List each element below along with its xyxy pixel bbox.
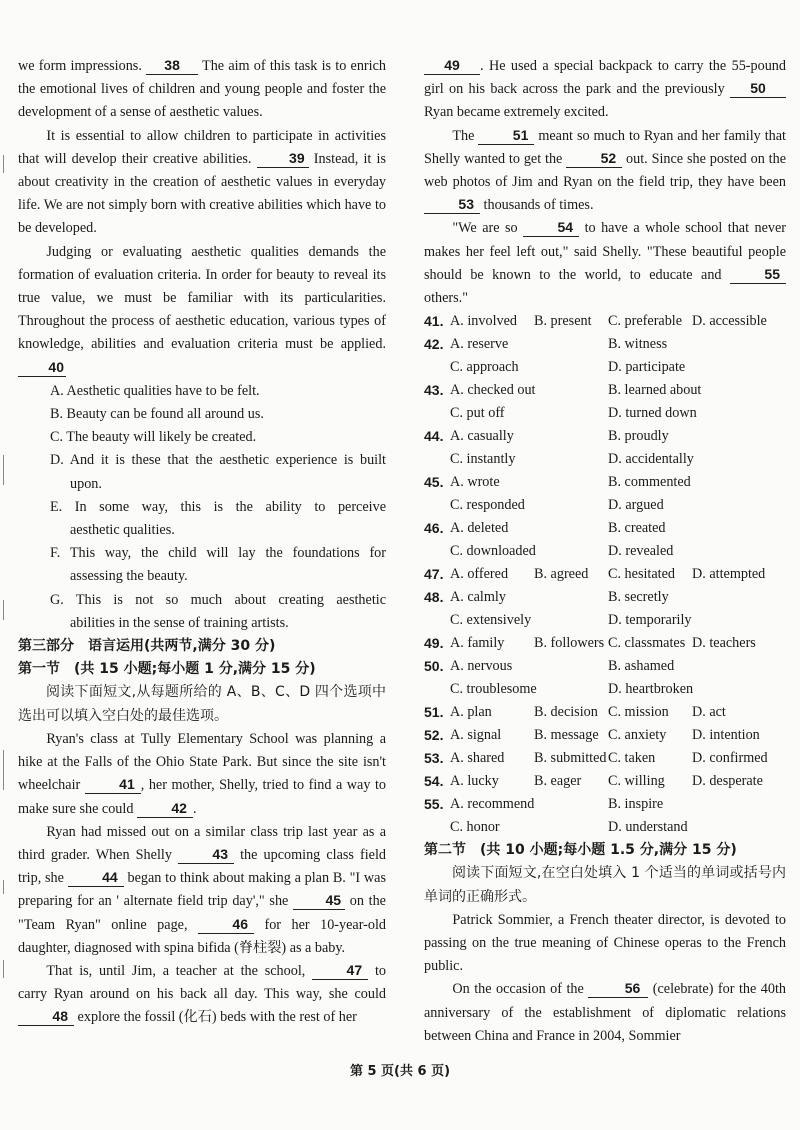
- blank-38[interactable]: 38: [146, 57, 198, 75]
- answer-option[interactable]: C. honor: [450, 819, 500, 836]
- part3-heading: 第三部分 语言运用(共两节,满分 30 分): [18, 638, 276, 655]
- paragraph-2: It is essential to allow children to participate in activities that will develop their creative abilities. 39 Instead, it is about creativity in the creation of aesthetic values in everyday life. We are not simply born with creative abilities which have to be developed.: [18, 127, 386, 237]
- blank-40[interactable]: 40: [18, 359, 66, 377]
- story-paragraph-2: Ryan had missed out on a similar class trip last year as a third grader. When Shelly 43 the upcoming class field trip, she 44 began to think about making a plan B. "I was preparing for an ' alternate field trip day'," she 45 on the "Team Ryan" online page, 46 for her 10-year-old daughter, diagnosed with spina bifida (脊柱裂) as a baby.: [18, 823, 387, 956]
- answer-option[interactable]: A. family: [450, 635, 505, 652]
- answer-option[interactable]: C. extensively: [450, 612, 532, 629]
- question-row: [424, 310, 786, 333]
- option-g-cont: abilities in the sense of training artists.: [70, 614, 289, 631]
- answer-option[interactable]: B. present: [534, 313, 592, 330]
- question-row: [424, 356, 786, 379]
- section2-heading: 第二节 (共 10 小题;每小题 1.5 分,满分 15 分): [424, 842, 737, 859]
- answer-option[interactable]: C. responded: [450, 497, 525, 514]
- option-d: D. And it is these that the aesthetic experience is built: [50, 452, 386, 469]
- answer-option[interactable]: A. checked out: [450, 382, 536, 399]
- question-row: [424, 402, 786, 425]
- question-options-list: [424, 310, 786, 839]
- answer-option[interactable]: C. downloaded: [450, 543, 536, 560]
- answer-option[interactable]: B. created: [608, 520, 666, 537]
- answer-option[interactable]: A. casually: [450, 428, 514, 445]
- question-number: 43.: [424, 382, 444, 399]
- answer-option[interactable]: C. mission: [608, 704, 669, 721]
- answer-option[interactable]: C. classmates: [608, 635, 686, 652]
- answer-option[interactable]: A. deleted: [450, 520, 509, 537]
- answer-option[interactable]: A. recommend: [450, 796, 535, 813]
- answer-option[interactable]: D. understand: [608, 819, 688, 836]
- section1-instructions: 阅读下面短文,从每题所给的 A、B、C、D 四个选项中选出可以填入空白处的最佳选项。: [18, 684, 386, 724]
- answer-option[interactable]: A. signal: [450, 727, 502, 744]
- answer-option[interactable]: A. calmly: [450, 589, 506, 606]
- question-row: [424, 747, 786, 770]
- answer-option[interactable]: B. followers: [534, 635, 605, 652]
- question-row: [424, 770, 786, 793]
- section2-instructions: 阅读下面短文,在空白处填入 1 个适当的单词或括号内单词的正确形式。: [424, 865, 786, 905]
- answer-option[interactable]: B. witness: [608, 336, 668, 353]
- question-number: [424, 609, 450, 632]
- paragraph-3: Judging or evaluating aesthetic qualities demands the formation of evaluation criteria. In order for beauty to reveal its true value, we must be familiar with its particularities. Throughout the process of aesthetic education, various types of knowledge, abilities and evaluation criteria must be applied. 40: [18, 243, 386, 375]
- answer-option[interactable]: A. offered: [450, 566, 509, 583]
- answer-option[interactable]: A. nervous: [450, 658, 513, 675]
- answer-option[interactable]: B. eager: [534, 773, 582, 790]
- answer-option[interactable]: A. reserve: [450, 336, 509, 353]
- option-g: G. This is not so much about creating aesthetic: [50, 591, 386, 608]
- question-number: 48.: [424, 589, 444, 606]
- question-number: 53.: [424, 750, 444, 767]
- seven-choice-options: [18, 380, 386, 635]
- blank-55[interactable]: 55: [730, 266, 786, 284]
- answer-option[interactable]: C. instantly: [450, 451, 516, 468]
- question-row: [424, 816, 786, 839]
- passage-paragraph-1: Patrick Sommier, a French theater director, is devoted to passing on the true meaning of Chinese operas to the French public.: [424, 911, 786, 975]
- question-row: [424, 517, 786, 540]
- question-number: [424, 540, 450, 563]
- question-row: [424, 540, 786, 563]
- option-e-cont: aesthetic qualities.: [70, 522, 175, 539]
- question-row: [424, 563, 786, 586]
- question-number: [424, 678, 450, 701]
- option-a: A. Aesthetic qualities have to be felt.: [50, 382, 260, 399]
- blank-48[interactable]: 48: [18, 1008, 74, 1026]
- question-row: [424, 609, 786, 632]
- answer-option[interactable]: D. accidentally: [608, 451, 694, 468]
- answer-option[interactable]: D. desperate: [692, 773, 763, 790]
- margin-mark: [3, 880, 4, 894]
- question-number: 44.: [424, 428, 444, 445]
- story-paragraph-3: That is, until Jim, a teacher at the school, 47 to carry Ryan around on his back all day. This way, she could 48 explore the fossil (化石) beds with the rest of her: [18, 961, 386, 1026]
- blank-52[interactable]: 52: [566, 150, 622, 168]
- blank-50[interactable]: 50: [730, 80, 786, 98]
- question-row: [424, 701, 786, 724]
- passage-paragraph-2: On the occasion of the 56 (celebrate) for the 40th anniversary of the establishment of diplomatic relations between China and France in 2004, Sommier: [424, 980, 786, 1044]
- answer-option[interactable]: B. decision: [534, 704, 598, 721]
- question-number: 46.: [424, 520, 444, 537]
- question-row: [424, 333, 786, 356]
- question-number: [424, 816, 450, 839]
- answer-option[interactable]: D. temporarily: [608, 612, 692, 629]
- right-column: [424, 55, 786, 1048]
- answer-option[interactable]: A. involved: [450, 313, 517, 330]
- question-row: [424, 494, 786, 517]
- question-number: 55.: [424, 796, 444, 813]
- question-number: [424, 494, 450, 517]
- question-row: [424, 655, 786, 678]
- story-paragraph-5: "We are so 54 to have a whole school that never makes her feel left out," said Shelly. "These beautiful people should be known to the world, to educate and 55 others.": [424, 219, 787, 307]
- margin-mark: [3, 960, 4, 978]
- question-row: [424, 471, 786, 494]
- question-number: [424, 448, 450, 471]
- blank-53[interactable]: 53: [424, 196, 480, 214]
- answer-option[interactable]: D. act: [692, 704, 726, 721]
- question-number: 52.: [424, 727, 444, 744]
- story-paragraph-3-cont: 49 . He used a special backpack to carry the 55-pound girl on his back across the park and the previously 50 Ryan became extremely excited.: [424, 57, 786, 121]
- option-f-cont: assessing the beauty.: [70, 568, 188, 585]
- question-row: [424, 425, 786, 448]
- answer-option[interactable]: C. willing: [608, 773, 665, 790]
- answer-option[interactable]: B. agreed: [534, 566, 589, 583]
- page-footer: 第 5 页(共 6 页): [349, 1064, 451, 1079]
- margin-mark: [3, 455, 4, 485]
- answer-option[interactable]: D. heartbroken: [608, 681, 694, 698]
- blank-51[interactable]: 51: [478, 127, 534, 145]
- answer-option[interactable]: C. taken: [608, 750, 656, 767]
- question-row: [424, 379, 786, 402]
- answer-option[interactable]: D. confirmed: [692, 750, 768, 767]
- answer-option[interactable]: B. secretly: [608, 589, 669, 606]
- answer-option[interactable]: D. participate: [608, 359, 686, 376]
- margin-mark: [3, 155, 4, 173]
- blank-56[interactable]: 56: [588, 980, 648, 998]
- answer-option[interactable]: B. ashamed: [608, 658, 675, 675]
- blank-41[interactable]: 41: [85, 776, 141, 794]
- question-number: [424, 356, 450, 379]
- question-number: 54.: [424, 773, 444, 790]
- option-f: F. This way, the child will lay the foundations for: [50, 545, 386, 562]
- question-row: [424, 678, 786, 701]
- answer-option[interactable]: C. put off: [450, 405, 505, 422]
- blank-39[interactable]: 39: [257, 150, 309, 168]
- blank-43[interactable]: 43: [178, 846, 234, 864]
- margin-mark: [3, 600, 4, 620]
- answer-option[interactable]: D. attempted: [692, 566, 766, 583]
- question-number: 51.: [424, 704, 444, 721]
- answer-option[interactable]: C. approach: [450, 359, 519, 376]
- answer-option[interactable]: D. turned down: [608, 405, 697, 422]
- answer-option[interactable]: B. message: [534, 727, 599, 744]
- blank-45[interactable]: 45: [293, 892, 345, 910]
- blank-49[interactable]: 49: [424, 57, 480, 75]
- left-column: [18, 55, 386, 1030]
- answer-option[interactable]: A. plan: [450, 704, 492, 721]
- option-c: C. The beauty will likely be created.: [50, 429, 257, 446]
- question-number: 45.: [424, 474, 444, 491]
- answer-option[interactable]: B. proudly: [608, 428, 669, 445]
- paragraph-1: we form impressions. 38 The aim of this task is to enrich the emotional lives of children and young people and foster the development of a sense of aesthetic values.: [18, 57, 386, 121]
- answer-option[interactable]: A. lucky: [450, 773, 499, 790]
- answer-option[interactable]: C. anxiety: [608, 727, 667, 744]
- question-row: [424, 632, 786, 655]
- question-number: 50.: [424, 658, 444, 675]
- answer-option[interactable]: D. argued: [608, 497, 664, 514]
- question-row: [424, 448, 786, 471]
- blank-44[interactable]: 44: [68, 869, 124, 887]
- answer-option[interactable]: A. wrote: [450, 474, 500, 491]
- question-row: [424, 724, 786, 747]
- answer-option[interactable]: A. shared: [450, 750, 505, 767]
- answer-option[interactable]: C. troublesome: [450, 681, 537, 698]
- option-b: B. Beauty can be found all around us.: [50, 406, 264, 423]
- option-e: E. In some way, this is the ability to perceive: [50, 498, 386, 515]
- answer-option[interactable]: C. hesitated: [608, 566, 675, 583]
- answer-option[interactable]: B. commented: [608, 474, 691, 491]
- blank-46[interactable]: 46: [198, 916, 254, 934]
- answer-option[interactable]: C. preferable: [608, 313, 683, 330]
- question-row: [424, 793, 786, 816]
- blank-54[interactable]: 54: [523, 219, 579, 237]
- answer-option[interactable]: D. accessible: [692, 313, 767, 330]
- answer-option[interactable]: B. learned about: [608, 382, 702, 399]
- blank-47[interactable]: 47: [312, 962, 368, 980]
- section1-heading: 第一节 (共 15 小题;每小题 1 分,满分 15 分): [18, 661, 316, 678]
- blank-42[interactable]: 42: [137, 800, 193, 818]
- question-number: 41.: [424, 313, 444, 330]
- question-number: 42.: [424, 336, 444, 353]
- question-number: 49.: [424, 635, 444, 652]
- question-number: 47.: [424, 566, 444, 583]
- answer-option[interactable]: D. revealed: [608, 543, 674, 560]
- option-d-cont: upon.: [70, 475, 102, 492]
- margin-mark: [3, 750, 4, 790]
- answer-option[interactable]: D. teachers: [692, 635, 756, 652]
- story-paragraph-4: The 51 meant so much to Ryan and her family that Shelly wanted to get the 52 out. Since she posted on the web photos of Jim and Ryan on the field trip, they have been 53 thousands of times.: [424, 126, 786, 214]
- question-row: [424, 586, 786, 609]
- answer-option[interactable]: B. inspire: [608, 796, 664, 813]
- story-paragraph-1: Ryan's class at Tully Elementary School was planning a hike at the Falls of the Ohio State Park. But since the site isn't wheelchair 41 , her mother, Shelly, tried to find a way to make sure she could 42 .: [18, 730, 386, 817]
- question-number: [424, 402, 450, 425]
- answer-option[interactable]: B. submitted: [534, 750, 607, 767]
- answer-option[interactable]: D. intention: [692, 727, 760, 744]
